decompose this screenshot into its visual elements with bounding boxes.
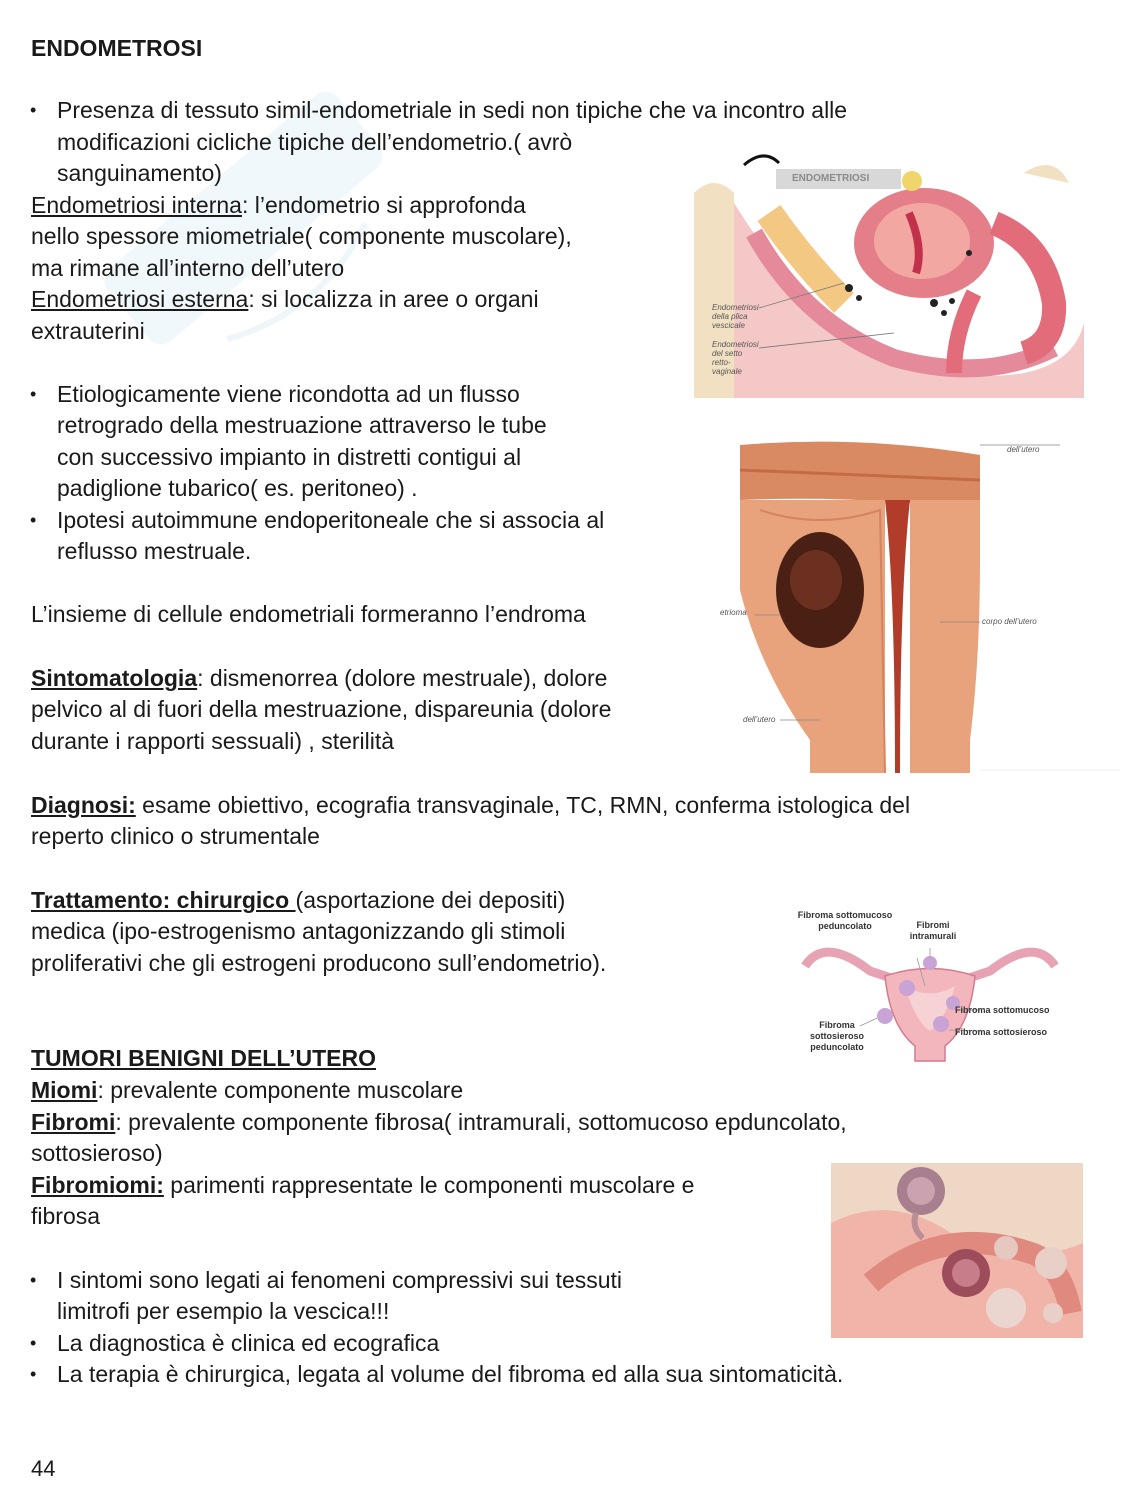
heading-endometriosi: ENDOMETROSI (31, 35, 203, 61)
figure-label: Fibroma sottosieroso peduncolato (809, 1020, 864, 1052)
figure-label: dell’utero (743, 715, 776, 724)
ipotesi-line-1: Ipotesi autoimmune endoperitoneale che si associa al (57, 507, 605, 533)
trattamento-line-3: proliferativi che gli estrogeni producono sull’endometrio). (31, 950, 607, 976)
intro-line-1: Presenza di tessuto simil-endometriale in sedi non tipiche che va incontro alle (57, 97, 848, 123)
sintomatologia-line-2: pelvico al di fuori della mestruazione, dispareunia (dolore (31, 696, 612, 722)
heading-tumori: TUMORI BENIGNI DELL’UTERO (31, 1045, 376, 1071)
interna-line-3: ma rimane all’interno dell’utero (31, 255, 345, 281)
figure-label: Fibroma sottosieroso (955, 1027, 1048, 1037)
tumori-bullet-2: La diagnostica è clinica ed ecografica (57, 1330, 440, 1356)
sintomatologia-line-1: Sintomatologia: dismenorrea (dolore mestruale), dolore (31, 665, 608, 691)
interna-line-1: Endometriosi interna: l’endometrio si approfonda (31, 192, 526, 218)
uterus-section-illustration (720, 440, 1120, 773)
fibromiomi-line-2: fibrosa (31, 1203, 101, 1229)
fibromi-line-2: sottosieroso) (31, 1140, 163, 1166)
intro-line-2: modificazioni cicliche tipiche dell’endometrio.( avrò (57, 129, 573, 155)
miomi-line: Miomi: prevalente componente muscolare (31, 1077, 464, 1103)
endometriosis-illustration (694, 133, 1084, 398)
tumori-bullet-3: La terapia è chirurgica, legata al volume del fibroma ed alla sua sintomaticità. (57, 1361, 844, 1387)
fibromiomi-term: Fibromiomi: (31, 1172, 164, 1198)
miomi-term: Miomi (31, 1077, 98, 1103)
bullet-icon: • (30, 510, 37, 530)
ipotesi-line-2: reflusso mestruale. (57, 538, 252, 564)
fibromi-term: Fibromi (31, 1109, 116, 1135)
figure-label: corpo dell’utero (982, 617, 1037, 626)
diagnosi-term: Diagnosi: (31, 792, 136, 818)
etiologia-line-3: con successivo impianto in distretti contigui al (57, 444, 522, 470)
endroma-text: L’insieme di cellule endometriali formeranno l’endroma (31, 601, 586, 627)
fibroid-types-diagram (785, 906, 1075, 1066)
esterna-line-2: extrauterini (31, 318, 145, 344)
page-number: 44 (31, 1456, 56, 1481)
fibromiomi-line-1: Fibromiomi: parimenti rappresentate le componenti muscolare e (31, 1172, 695, 1198)
bullet-icon: • (30, 384, 37, 404)
figure-label: Endometriosi del setto retto-vaginale (712, 340, 759, 376)
sintomatologia-term: Sintomatologia (31, 665, 198, 691)
uterus-section-drawing (720, 440, 1120, 773)
fibroid-drawing (831, 1163, 1083, 1338)
figure-label: Fibroma sottomucoso (955, 1005, 1050, 1015)
bullet-icon: • (30, 100, 37, 120)
fibromi-line-1: Fibromi: prevalente componente fibrosa( intramurali, sottomucoso epduncolato, (31, 1109, 847, 1135)
figure-label: Fibromi intramurali (909, 920, 957, 941)
esterna-term: Endometriosi esterna (31, 286, 249, 312)
diagnosi-line-2: reperto clinico o strumentale (31, 823, 320, 849)
trattamento-line-1: Trattamento: chirurgico (asportazione dei depositi) (31, 887, 566, 913)
figure-label: Endometriosi della plica vescicale (712, 303, 759, 330)
figure-label: Fibroma sottomucoso peduncolato (797, 910, 893, 931)
esterna-line-1: Endometriosi esterna: si localizza in aree o organi (31, 286, 539, 312)
trattamento-line-2: medica (ipo-estrogenismo antagonizzando gli stimoli (31, 918, 566, 944)
figure-banner: ENDOMETRIOSI (792, 173, 870, 184)
etiologia-line-1: Etiologicamente viene ricondotta ad un flusso (57, 381, 520, 407)
intro-line-3: sanguinamento) (57, 160, 222, 186)
tumori-bullet-1-line-1: I sintomi sono legati ai fenomeni compressivi sui tessuti (57, 1267, 623, 1293)
tumori-bullet-1-line-2: limitrofi per esempio la vescica!!! (57, 1298, 390, 1324)
trattamento-term: Trattamento: chirurgico (31, 887, 296, 913)
bullet-icon: • (30, 1364, 37, 1384)
etiologia-line-4: padiglione tubarico( es. peritoneo) . (57, 475, 418, 501)
fibroid-illustration (831, 1163, 1083, 1338)
etiologia-line-2: retrogrado della mestruazione attraverso le tube (57, 412, 547, 438)
interna-term: Endometriosi interna (31, 192, 242, 218)
diagnosi-line-1: Diagnosi: esame obiettivo, ecografia transvaginale, TC, RMN, conferma istologica del (31, 792, 911, 818)
bullet-icon: • (30, 1270, 37, 1290)
bullet-icon: • (30, 1333, 37, 1353)
interna-line-2: nello spessore miometriale( componente muscolare), (31, 223, 572, 249)
sintomatologia-line-3: durante i rapporti sessuali) , sterilità (31, 728, 395, 754)
figure-label: dell’utero (1007, 445, 1040, 454)
figure-label: etrioma (720, 608, 747, 617)
